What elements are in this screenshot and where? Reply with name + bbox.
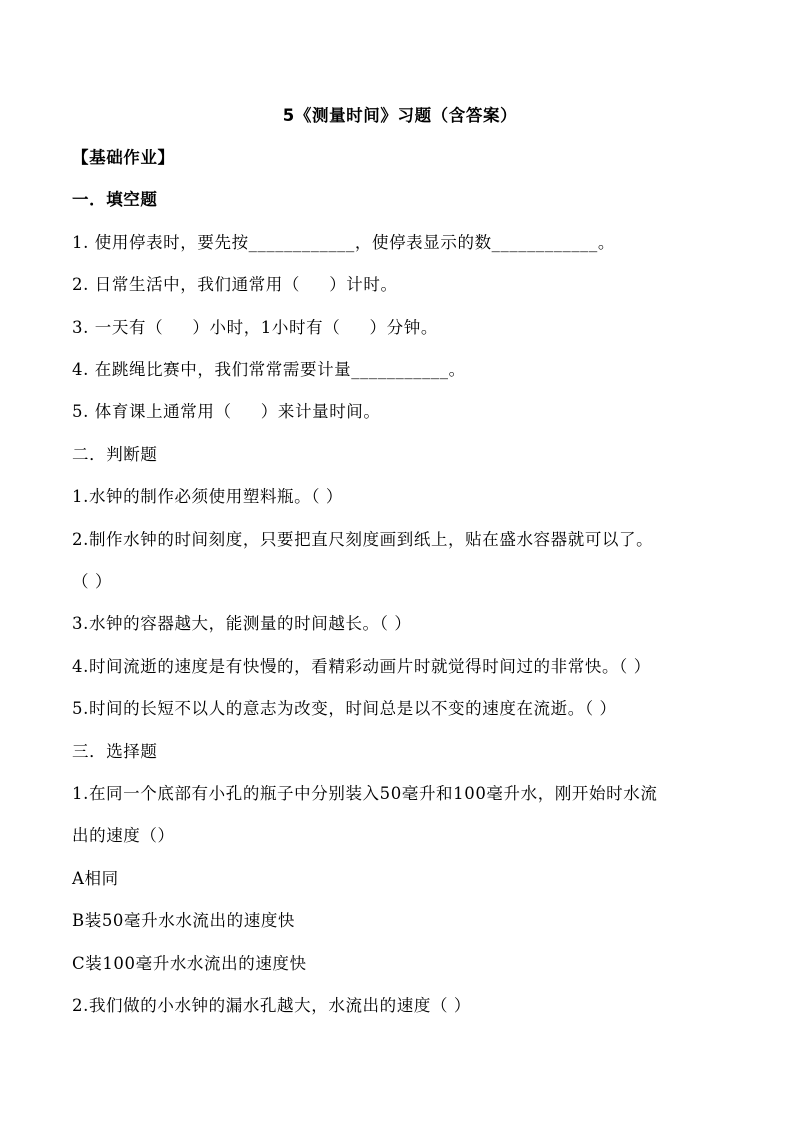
true-false-question: 3.水钟的容器越大，能测量的时间越长。（ ） xyxy=(72,614,412,633)
choice-option: B装50毫升水水流出的速度快 xyxy=(72,911,296,930)
true-false-question-continued: （ ） xyxy=(72,572,113,591)
choice-question: 2.我们做的小水钟的漏水孔越大，水流出的速度（ ） xyxy=(72,996,471,1015)
choice-option: A相同 xyxy=(72,869,119,888)
fill-blank-question: 4. 在跳绳比赛中，我们常常需要计量___________。 xyxy=(72,360,466,379)
true-false-question: 1.水钟的制作必须使用塑料瓶。（ ） xyxy=(72,487,344,506)
fill-blank-question: 2. 日常生活中，我们通常用（ ）计时。 xyxy=(72,275,398,294)
page-title: 5《测量时间》习题（含答案） xyxy=(282,106,518,125)
true-false-question: 5.时间的长短不以人的意志为改变，时间总是以不变的速度在流逝。（ ） xyxy=(72,699,617,718)
choice-question: 1.在同一个底部有小孔的瓶子中分别装入50毫升和100毫升水，刚开始时水流 xyxy=(72,784,658,803)
true-false-question: 2.制作水钟的时间刻度，只要把直尺刻度画到纸上，贴在盛水容器就可以了。 xyxy=(72,530,654,549)
fill-blank-question: 1. 使用停表时，要先按____________，使停表显示的数____________。 xyxy=(72,233,615,252)
choice-option: C装100毫升水水流出的速度快 xyxy=(72,954,307,973)
section-heading-basic: 【基础作业】 xyxy=(72,148,175,167)
choice-question-continued: 出的速度（） xyxy=(72,826,175,845)
part2-heading: 二．判断题 xyxy=(72,445,158,464)
true-false-question: 4.时间流逝的速度是有快慢的，看精彩动画片时就觉得时间过的非常快。（ ） xyxy=(72,657,651,676)
fill-blank-question: 5. 体育课上通常用（ ）来计量时间。 xyxy=(72,402,381,421)
part1-heading: 一．填空题 xyxy=(72,190,158,209)
fill-blank-question: 3. 一天有（ ）小时，1小时有（ ）分钟。 xyxy=(72,318,438,337)
part3-heading: 三．选择题 xyxy=(72,742,158,761)
